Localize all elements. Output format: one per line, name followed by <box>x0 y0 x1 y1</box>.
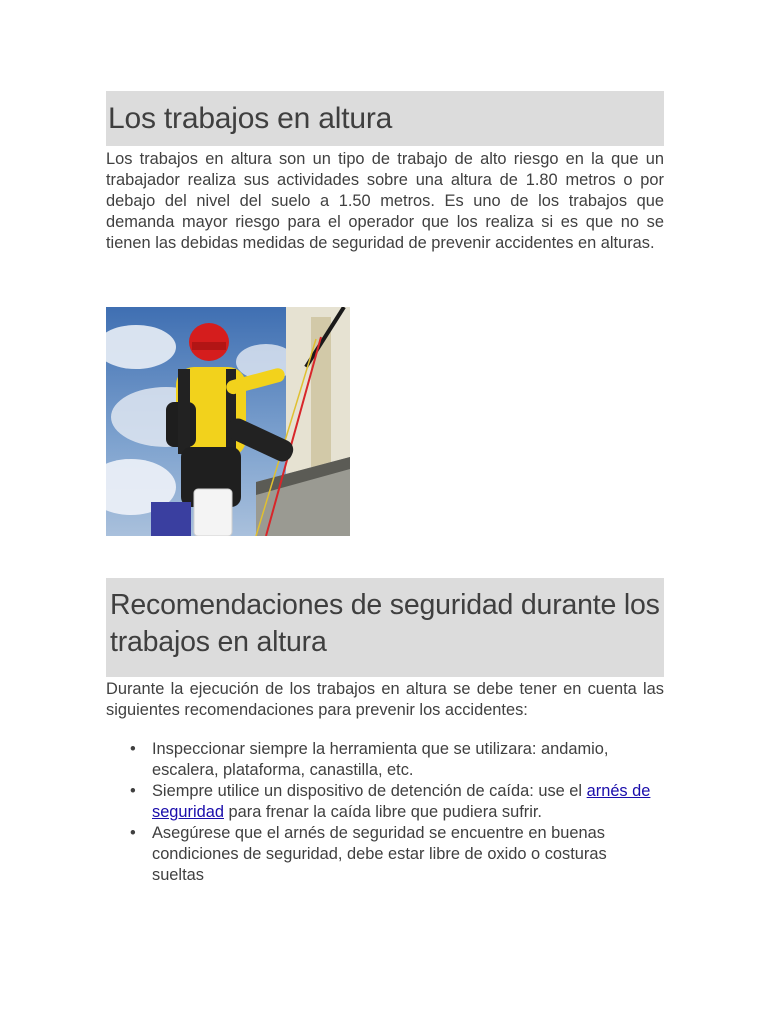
list-item-text-before: Siempre utilice un dispositivo de detención de caída: use el <box>152 782 587 800</box>
bullet-icon: • <box>130 782 136 800</box>
bullet-icon: • <box>130 740 136 758</box>
list-item <box>130 739 664 781</box>
section1-title: Los trabajos en altura <box>108 102 393 135</box>
section1-heading-band <box>106 91 664 146</box>
section2-heading-band <box>106 578 664 677</box>
list-item <box>130 823 664 886</box>
list-item-text: Inspeccionar siempre la herramienta que se utilizara: andamio, escalera, plataforma, canastilla, etc. <box>152 740 609 779</box>
list-item-text-after: para frenar la caída libre que pudiera sufrir. <box>224 803 542 821</box>
worker-at-height-photo <box>106 307 350 536</box>
list-item <box>130 781 664 823</box>
recommendations-list <box>106 739 664 886</box>
list-item-text: Asegúrese que el arnés de seguridad se encuentre en buenas condiciones de seguridad, debe estar libre de oxido o costuras sueltas <box>152 824 607 884</box>
section1-paragraph: Los trabajos en altura son un tipo de trabajo de alto riesgo en la que un trabajador realiza sus actividades sobre una altura de 1.80 metros o por debajo del nivel del suelo a 1.50 metros. Es uno de los trabajos que demanda mayor riesgo para el operador que los realiza si es que no se tienen las debidas medidas de seguridad de prevenir accidentes en alturas. <box>106 150 664 252</box>
section2-intro: Durante la ejecución de los trabajos en altura se debe tener en cuenta las siguientes recomendaciones para prevenir los accidentes: <box>106 680 664 719</box>
worker-photo-illustration <box>106 307 350 536</box>
document-page <box>106 91 664 886</box>
section2-title: Recomendaciones de seguridad durante los trabajos en altura <box>110 589 660 658</box>
harness-link[interactable]: arnés de seguridad <box>152 782 651 821</box>
bullet-icon: • <box>130 824 136 842</box>
